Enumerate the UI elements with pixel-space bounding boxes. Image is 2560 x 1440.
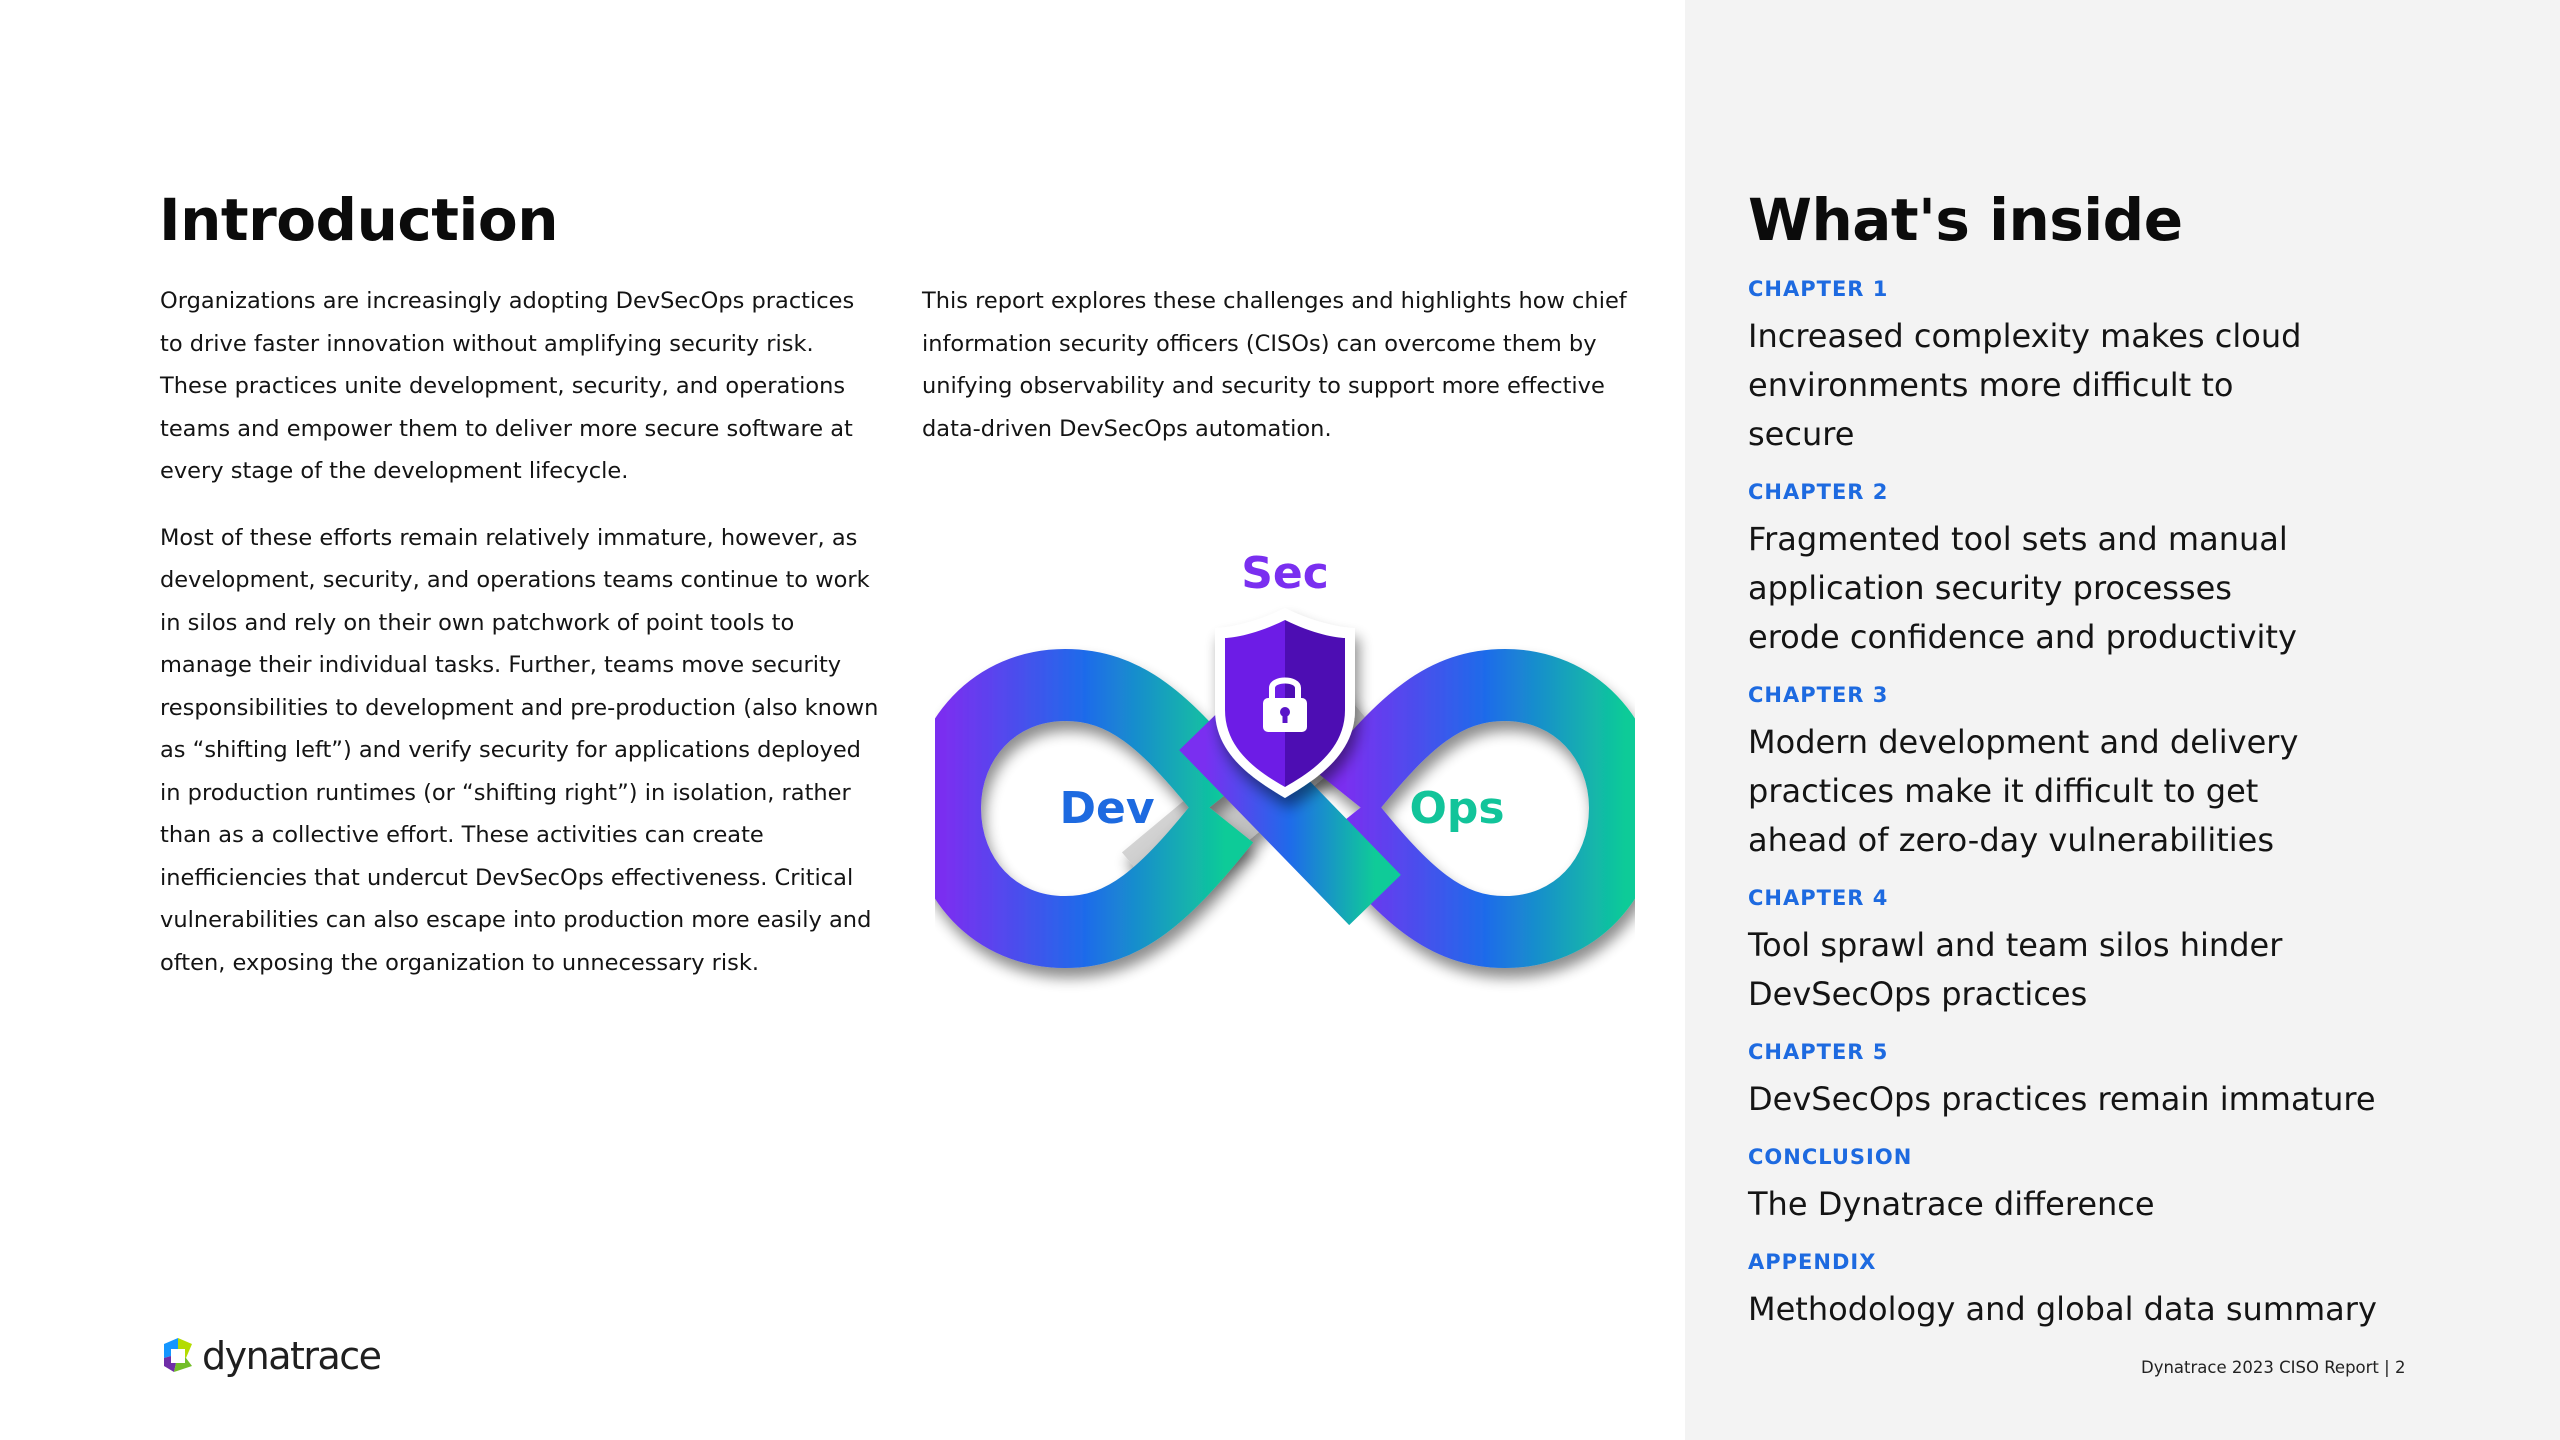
toc-item-chapter-2[interactable] <box>1748 475 2548 662</box>
toc-item-chapter-5[interactable] <box>1748 1035 2548 1124</box>
toc-item-chapter-3[interactable] <box>1748 678 2548 865</box>
sec-label: Sec <box>1241 548 1329 599</box>
page-footer: Dynatrace 2023 CISO Report | 2 <box>2141 1358 2406 1377</box>
whats-inside-title: What's inside <box>1748 186 2183 254</box>
toc-text: Fragmented tool sets and manual application security processes erode confidence and productivity <box>1748 520 2297 656</box>
toc-item-chapter-1[interactable] <box>1748 272 2548 459</box>
intro-paragraph: Organizations are increasingly adopting DevSecOps practices to drive faster innovation without amplifying security risk. These practices unite development, security, and operations teams and empower them to deliver more secure software at every stage of the development lifecycle. <box>160 288 855 484</box>
dynatrace-logo-text: dynatrace <box>202 1334 381 1378</box>
devsecops-infinity-graphic <box>935 540 1635 1010</box>
intro-title: Introduction <box>159 186 558 254</box>
dynatrace-logo-icon <box>158 1336 198 1376</box>
dynatrace-logo <box>158 1334 381 1378</box>
ops-label: Ops <box>1409 783 1505 834</box>
intro-column-2 <box>922 280 1642 450</box>
toc-text: Tool sprawl and team silos hinder DevSecOps practices <box>1748 926 2283 1013</box>
toc-label: CONCLUSION <box>1748 1145 1913 1169</box>
toc-item-appendix[interactable] <box>1748 1245 2548 1334</box>
toc-label: CHAPTER 3 <box>1748 683 1889 707</box>
toc-label: CHAPTER 4 <box>1748 886 1889 910</box>
intro-column-1 <box>160 280 880 984</box>
toc-text: Modern development and delivery practices make it difficult to get ahead of zero-day vulnerabilities <box>1748 723 2299 859</box>
toc-item-conclusion[interactable] <box>1748 1140 2548 1229</box>
toc-label: CHAPTER 2 <box>1748 480 1889 504</box>
toc-text: DevSecOps practices remain immature <box>1748 1080 2376 1118</box>
intro-paragraph: This report explores these challenges and highlights how chief information security officers (CISOs) can overcome them by unifying observability and security to support more effective data-driven DevSecOps automation. <box>922 288 1627 442</box>
intro-paragraph: Most of these efforts remain relatively immature, however, as development, security, and operations teams continue to work in silos and rely on their own patchwork of point tools to manage their individual tasks. Further, teams move security responsibilities to development and pre-production (also known as “shifting left”) and verify security for applications deployed in production runtimes (or “shifting right”) in isolation, rather than as a collective effort. These activities can create inefficiencies that undercut DevSecOps effectiveness. Critical vulnerabilities can also escape into production more easily and often, exposing the organization to unnecessary risk. <box>160 524 879 976</box>
toc-text: Increased complexity makes cloud environments more difficult to secure <box>1748 317 2302 453</box>
dev-label: Dev <box>1059 783 1155 834</box>
toc-label: CHAPTER 1 <box>1748 277 1889 301</box>
toc-label: APPENDIX <box>1748 1250 1877 1274</box>
toc-text: Methodology and global data summary <box>1748 1290 2377 1328</box>
toc-label: CHAPTER 5 <box>1748 1040 1889 1064</box>
toc-item-chapter-4[interactable] <box>1748 881 2548 1019</box>
toc-text: The Dynatrace difference <box>1748 1185 2155 1223</box>
table-of-contents <box>1748 272 2548 1350</box>
